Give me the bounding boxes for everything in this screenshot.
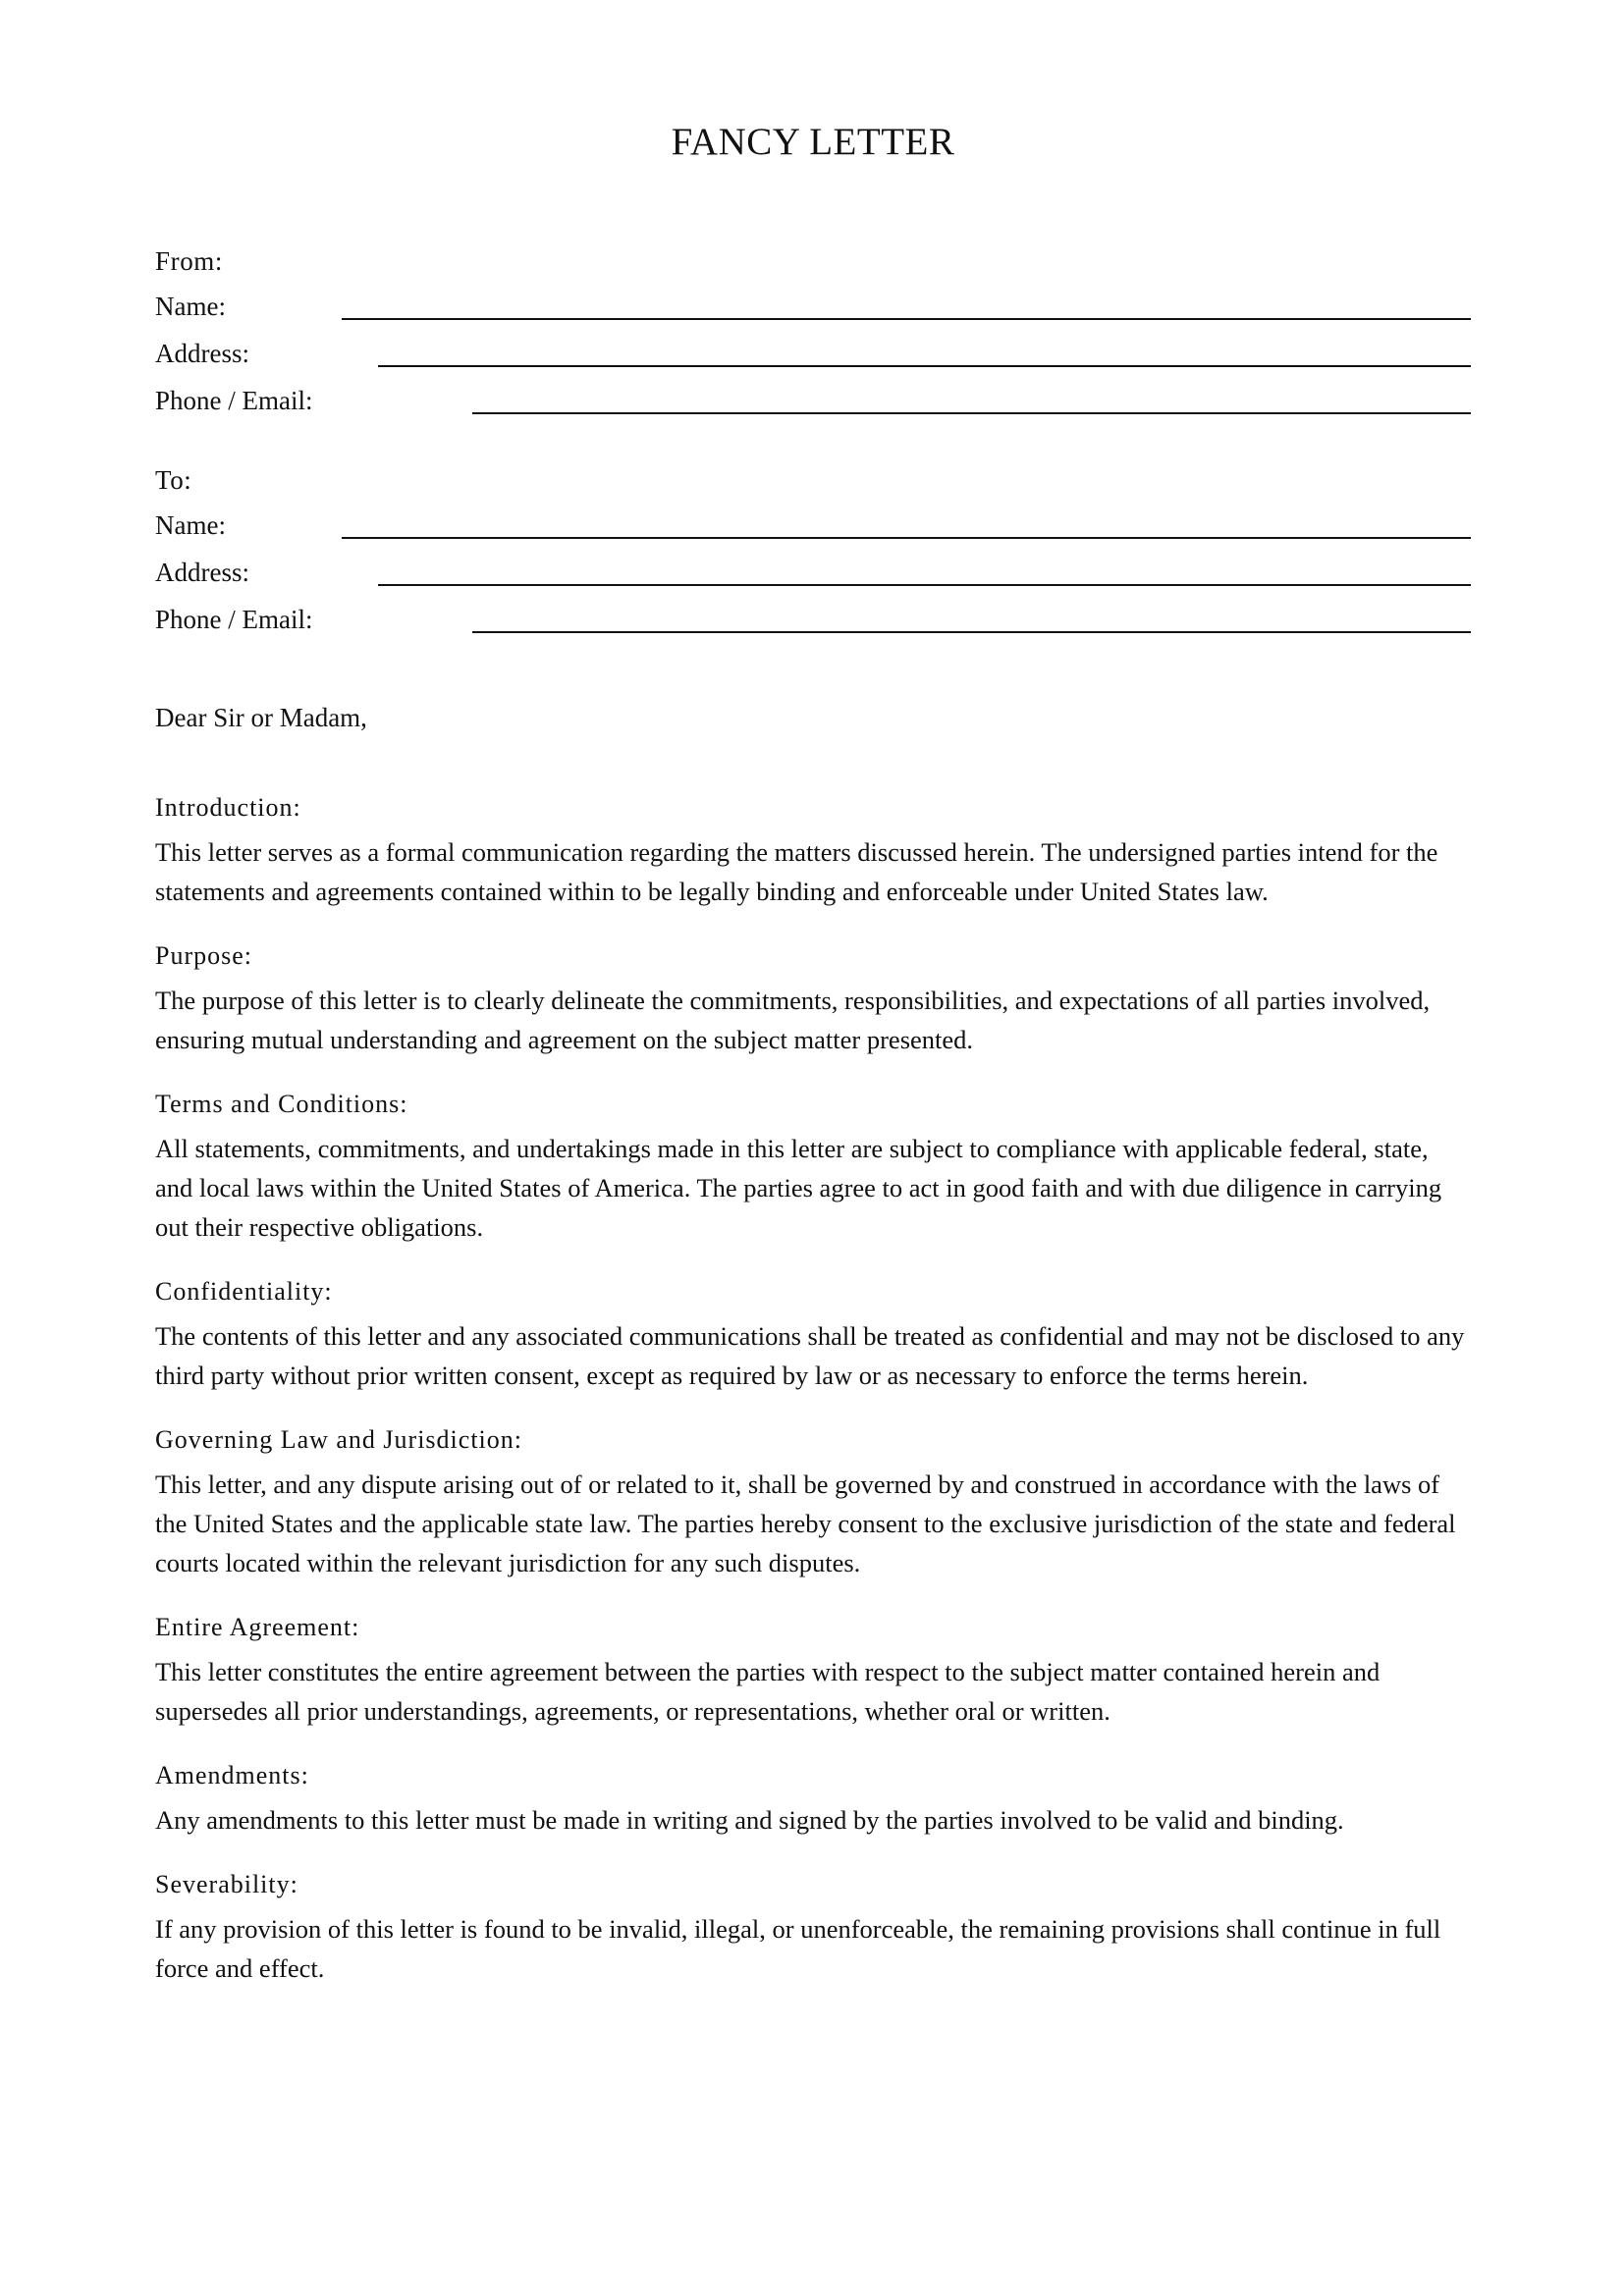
from-block [155, 245, 1471, 418]
from-heading: From: [155, 246, 224, 276]
from-name-field[interactable] [342, 318, 1471, 320]
document-title: FANCY LETTER [671, 121, 955, 163]
from-contact-label: Phone / Email: [155, 386, 313, 415]
section-amendments [155, 1760, 1471, 1840]
from-address-field[interactable] [378, 365, 1471, 367]
section-purpose [155, 940, 1471, 1059]
letter-sections [155, 792, 1471, 1988]
section-introduction [155, 792, 1471, 911]
section-entire-agreement [155, 1612, 1471, 1731]
section-heading: Confidentiality: [155, 1277, 333, 1306]
section-body: If any provision of this letter is found to be invalid, illegal, or unenforceable, the remaining provisions shall continue in full force and effect. [155, 1914, 1441, 1983]
to-address-label: Address: [155, 558, 249, 587]
section-body: This letter constitutes the entire agreement between the parties with respect to the subject matter contained herein and supersedes all prior understandings, agreements, or representations, whether oral or written. [155, 1657, 1380, 1726]
salutation: Dear Sir or Madam, [155, 703, 367, 732]
section-body: The contents of this letter and any associated communications shall be treated as confidential and may not be disclosed to any third party without prior written consent, except as required by law or as necessary to enforce the terms herein. [155, 1321, 1465, 1390]
section-terms-and-conditions [155, 1089, 1471, 1247]
to-name-label: Name: [155, 510, 226, 540]
section-heading: Purpose: [155, 941, 252, 970]
to-name-field[interactable] [342, 537, 1471, 539]
from-address-label: Address: [155, 339, 249, 368]
section-severability [155, 1869, 1471, 1988]
section-body: This letter serves as a formal communication regarding the matters discussed herein. The undersigned parties intend for the statements and agreements contained within to be legally binding and enforceable under United States law. [155, 837, 1438, 906]
to-address-row [155, 543, 1471, 590]
section-heading: Entire Agreement: [155, 1613, 360, 1641]
to-heading: To: [155, 465, 192, 495]
section-governing-law [155, 1424, 1471, 1582]
to-address-field[interactable] [378, 584, 1471, 586]
section-heading: Governing Law and Jurisdiction: [155, 1425, 522, 1454]
to-contact-row [155, 590, 1471, 637]
to-block [155, 464, 1471, 637]
from-contact-field[interactable] [472, 412, 1471, 414]
from-contact-row [155, 371, 1471, 418]
to-contact-label: Phone / Email: [155, 605, 313, 634]
section-heading: Amendments: [155, 1761, 309, 1789]
section-heading: Introduction: [155, 793, 301, 822]
section-heading: Terms and Conditions: [155, 1090, 408, 1118]
from-address-row [155, 324, 1471, 371]
section-body: All statements, commitments, and undertakings made in this letter are subject to compliance with applicable federal, state, and local laws within the United States of America. The parties agree to act in good faith and with due diligence in carrying out their respective obligations. [155, 1134, 1442, 1242]
section-confidentiality [155, 1276, 1471, 1395]
to-contact-field[interactable] [472, 631, 1471, 633]
from-name-row [155, 277, 1471, 324]
to-name-row [155, 496, 1471, 543]
section-heading: Severability: [155, 1870, 298, 1898]
section-body: The purpose of this letter is to clearly delineate the commitments, responsibilities, and expectations of all parties involved, ensuring mutual understanding and agreement on the subject matter presented. [155, 986, 1431, 1054]
section-body: This letter, and any dispute arising out of or related to it, shall be governed by and construed in accordance with the laws of the United States and the applicable state law. The parties hereby consent to the exclusive jurisdiction of the state and federal courts located within the relevant jurisdiction for any such disputes. [155, 1469, 1456, 1577]
section-body: Any amendments to this letter must be made in writing and signed by the parties involved to be valid and binding. [155, 1805, 1344, 1835]
from-name-label: Name: [155, 292, 226, 321]
